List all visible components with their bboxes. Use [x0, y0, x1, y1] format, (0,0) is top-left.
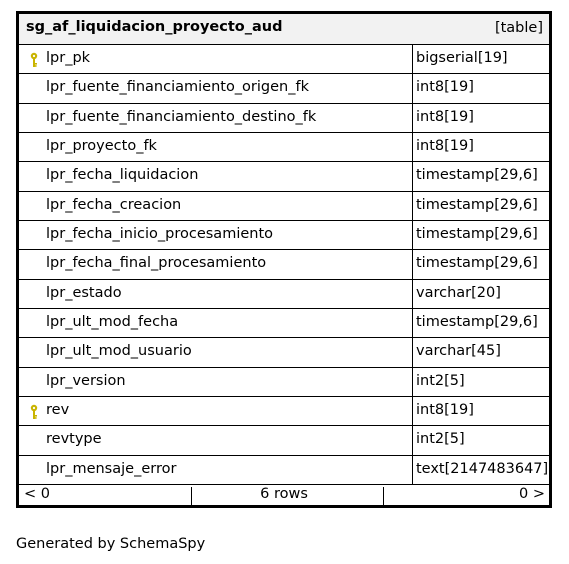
prev-count: < 0	[24, 486, 50, 502]
next-count: 0 >	[519, 486, 545, 502]
table-row	[19, 280, 549, 309]
column-name: lpr_ult_mod_fecha	[46, 313, 179, 330]
column-name-cell	[19, 456, 413, 485]
table-row	[19, 397, 549, 426]
column-type: timestamp[29,6]	[416, 255, 538, 272]
table-row	[19, 309, 549, 338]
column-name: lpr_fecha_inicio_procesamiento	[46, 225, 274, 242]
column-list	[19, 45, 549, 485]
column-type: bigserial[19]	[416, 50, 508, 66]
column-type-cell	[413, 192, 549, 221]
column-name-cell	[19, 192, 413, 221]
column-type-cell	[413, 280, 549, 309]
column-type: timestamp[29,6]	[416, 225, 538, 242]
table-row	[19, 221, 549, 250]
column-type-cell	[413, 426, 549, 455]
table-row	[19, 456, 549, 485]
column-type-cell	[413, 104, 549, 133]
column-name-cell	[19, 133, 413, 162]
column-type: int8[19]	[416, 79, 474, 96]
column-name: lpr_fecha_liquidacion	[46, 167, 199, 184]
table-row	[19, 45, 549, 74]
column-name-cell	[19, 397, 413, 426]
column-name: lpr_version	[46, 372, 126, 389]
generated-by-label: Generated by SchemaSpy	[16, 536, 206, 552]
column-name-cell	[19, 162, 413, 191]
table-row	[19, 426, 549, 455]
column-type-cell	[413, 368, 549, 397]
column-name-cell	[19, 280, 413, 309]
table-row	[19, 250, 549, 279]
column-name: lpr_fuente_financiamiento_origen_fk	[46, 79, 309, 96]
table-row	[19, 338, 549, 367]
column-name-cell	[19, 250, 413, 279]
column-name: lpr_fecha_final_procesamiento	[46, 255, 267, 272]
column-type: int8[19]	[416, 108, 474, 125]
column-type-cell	[413, 162, 549, 191]
column-type: varchar[20]	[416, 284, 501, 301]
column-name-cell	[19, 221, 413, 250]
table-box	[16, 11, 552, 508]
row-count: 6 rows	[260, 486, 308, 502]
table-row	[19, 368, 549, 397]
column-type: int2[5]	[416, 372, 465, 389]
column-type: int8[19]	[416, 401, 474, 418]
column-name: lpr_proyecto_fk	[46, 137, 157, 154]
column-name-cell	[19, 309, 413, 338]
table-kind: [table]	[494, 20, 543, 36]
column-type: int8[19]	[416, 137, 474, 154]
column-type-cell	[413, 221, 549, 250]
table-row	[19, 162, 549, 191]
column-type-cell	[413, 74, 549, 103]
column-type: timestamp[29,6]	[416, 167, 538, 184]
column-type-cell	[413, 338, 549, 367]
column-name-cell	[19, 45, 413, 74]
column-name: lpr_estado	[46, 284, 122, 301]
column-type: int2[5]	[416, 431, 465, 448]
column-type: text[2147483647]	[416, 460, 549, 477]
column-type-cell	[413, 456, 549, 485]
column-name: revtype	[46, 431, 102, 448]
table-name: sg_af_liquidacion_proyecto_aud	[26, 19, 283, 35]
column-type: varchar[45]	[416, 343, 501, 360]
column-type-cell	[413, 45, 549, 74]
table-row	[19, 192, 549, 221]
column-type-cell	[413, 397, 549, 426]
column-name-cell	[19, 338, 413, 367]
column-type-cell	[413, 309, 549, 338]
column-name: lpr_fuente_financiamiento_destino_fk	[46, 108, 317, 125]
column-type-cell	[413, 250, 549, 279]
column-name: lpr_ult_mod_usuario	[46, 343, 192, 360]
column-name-cell	[19, 74, 413, 103]
column-name: lpr_pk	[46, 50, 91, 66]
column-name: lpr_fecha_creacion	[46, 196, 182, 213]
column-type-cell	[413, 133, 549, 162]
column-name-cell	[19, 104, 413, 133]
footer-divider	[383, 487, 384, 506]
table-row	[19, 74, 549, 103]
column-name: lpr_mensaje_error	[46, 460, 177, 477]
key-icon	[29, 52, 39, 68]
column-type: timestamp[29,6]	[416, 313, 538, 330]
key-icon	[29, 404, 39, 420]
table-row	[19, 133, 549, 162]
column-name: rev	[46, 401, 70, 418]
column-type: timestamp[29,6]	[416, 196, 538, 213]
column-name-cell	[19, 426, 413, 455]
column-name-cell	[19, 368, 413, 397]
table-footer	[19, 485, 549, 508]
table-row	[19, 104, 549, 133]
table-header	[19, 14, 549, 45]
